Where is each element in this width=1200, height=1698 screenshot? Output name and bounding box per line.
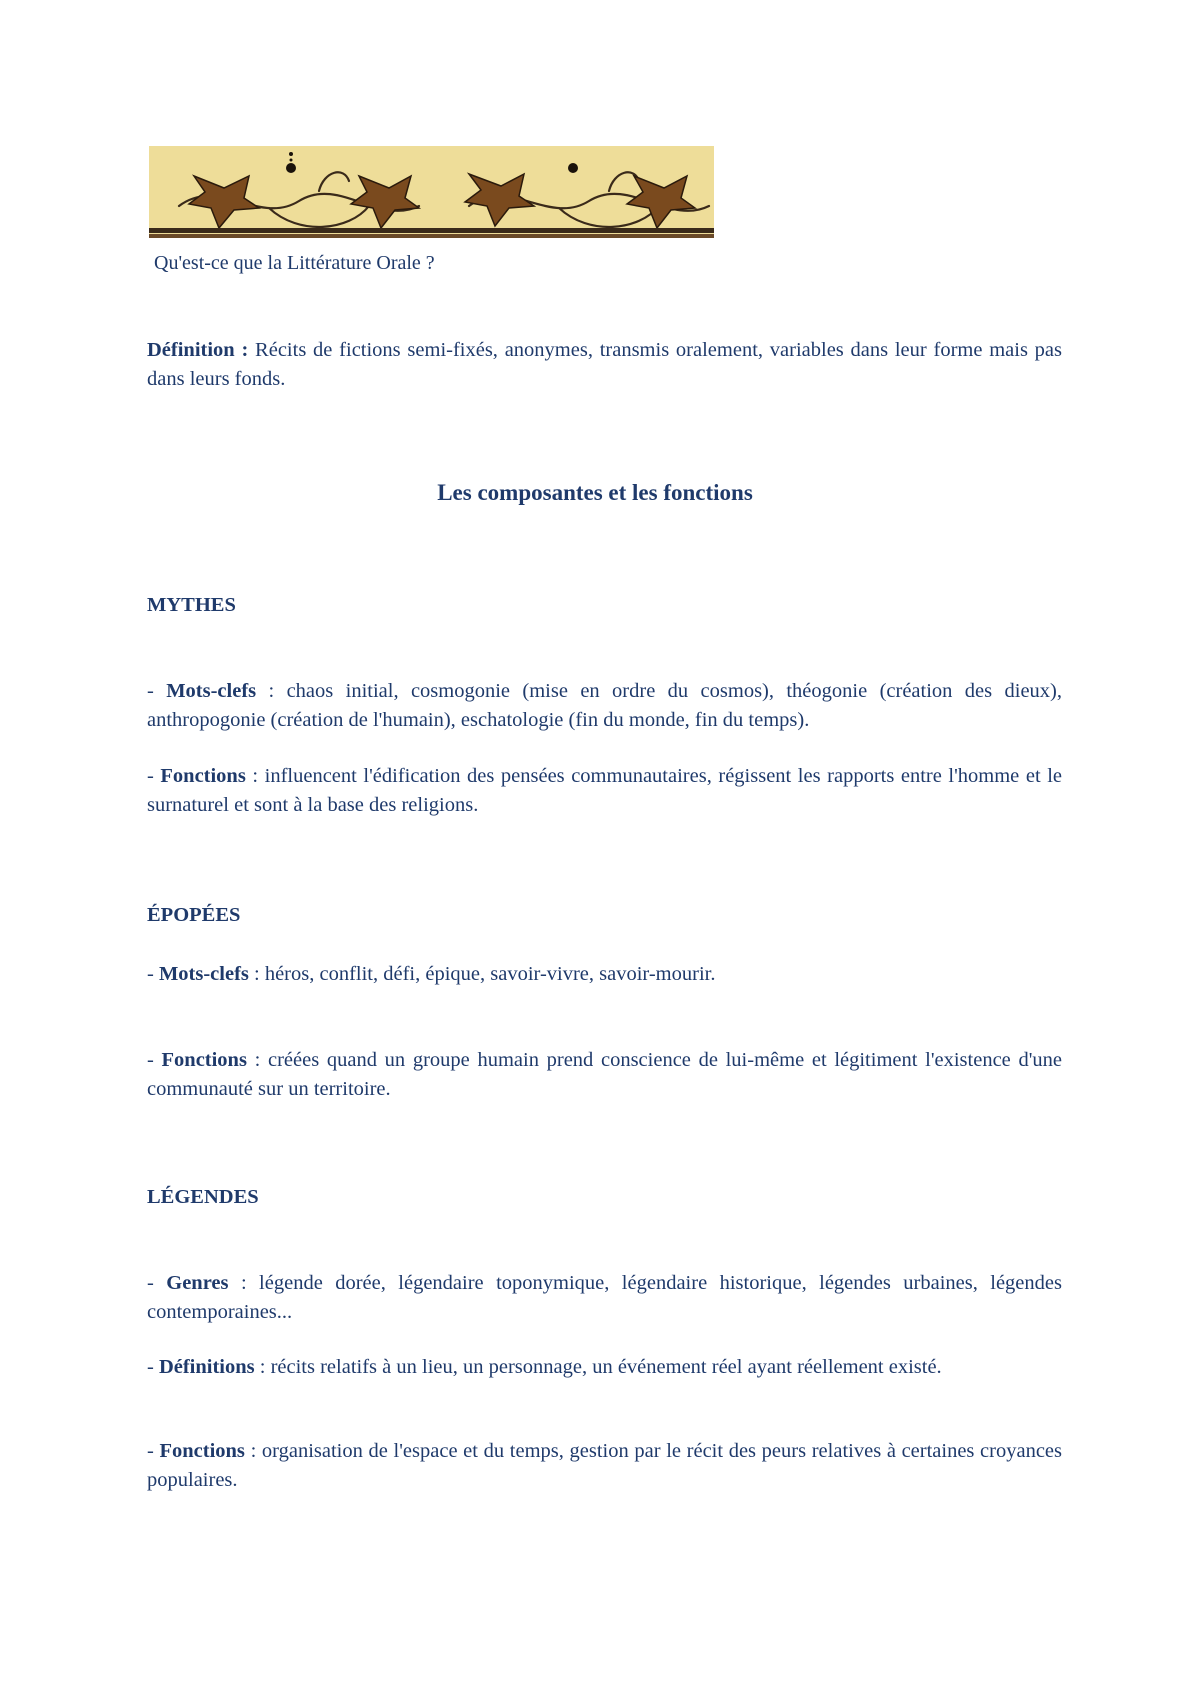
dash: - [147,765,161,787]
mythes-fonctions-paragraph [147,762,1062,820]
epopees-motsclefs-paragraph [147,960,1062,989]
legendes-fonctions-label: Fonctions [159,1440,245,1462]
dash: - [147,1272,167,1294]
legendes-fonctions-paragraph [147,1437,1062,1495]
dash: - [147,680,167,702]
mythes-motsclefs-text: : chaos initial, cosmogonie (mise en ordre du cosmos), théogonie (création des dieux), anthropogonie (création de l'humain), eschatologie (fin du monde, fin du temps). [147,680,1062,731]
legendes-definitions-label: Définitions [158,1356,255,1378]
definition-label: Définition : [147,339,249,361]
dash: - [147,1440,160,1462]
dash: - [147,1356,159,1378]
epopees-fonctions-text: : créées quand un groupe humain prend conscience de lui-même et légitiment l'existence d'une communauté sur un territoire. [147,1049,1062,1100]
ornamental-vine-banner-icon [149,146,714,238]
legendes-definitions-paragraph [147,1353,1062,1382]
mythes-fonctions-text: : influencent l'édification des pensées communautaires, régissent les rapports entre l'homme et le surnaturel et sont à la base des religions. [147,765,1062,816]
legendes-genres-paragraph [147,1269,1062,1327]
mythes-fonctions-label: Fonctions [160,765,246,787]
legendes-genres-label: Genres [166,1272,229,1294]
dash: - [147,963,159,985]
banner-caption: Qu'est-ce que la Littérature Orale ? [154,252,435,274]
epopees-fonctions-paragraph [147,1046,1062,1104]
epopees-heading: ÉPOPÉES [147,904,241,926]
dash: - [147,1049,162,1071]
mythes-motsclefs-paragraph [147,677,1062,735]
definition-text: Récits de fictions semi-fixés, anonymes, transmis oralement, variables dans leur forme mais pas dans leurs fonds. [147,339,1063,390]
epopees-motsclefs-text: : héros, conflit, défi, épique, savoir-vivre, savoir-mourir. [248,963,716,985]
legendes-definitions-text: : récits relatifs à un lieu, un personnage, un événement réel ayant réellement existé. [254,1356,942,1378]
mythes-heading: MYTHES [147,594,236,616]
legendes-heading: LÉGENDES [147,1186,259,1208]
section-title: Les composantes et les fonctions [437,480,753,505]
legendes-fonctions-text: : organisation de l'espace et du temps, gestion par le récit des peurs relatives à certaines croyances populaires. [147,1440,1063,1491]
epopees-fonctions-label: Fonctions [161,1049,247,1071]
definition-paragraph [147,336,1062,394]
epopees-motsclefs-label: Mots-clefs [158,963,249,985]
mythes-motsclefs-label: Mots-clefs [166,680,257,702]
legendes-genres-text: : légende dorée, légendaire toponymique, légendaire historique, légendes urbaines, légendes contemporaines... [147,1272,1062,1323]
